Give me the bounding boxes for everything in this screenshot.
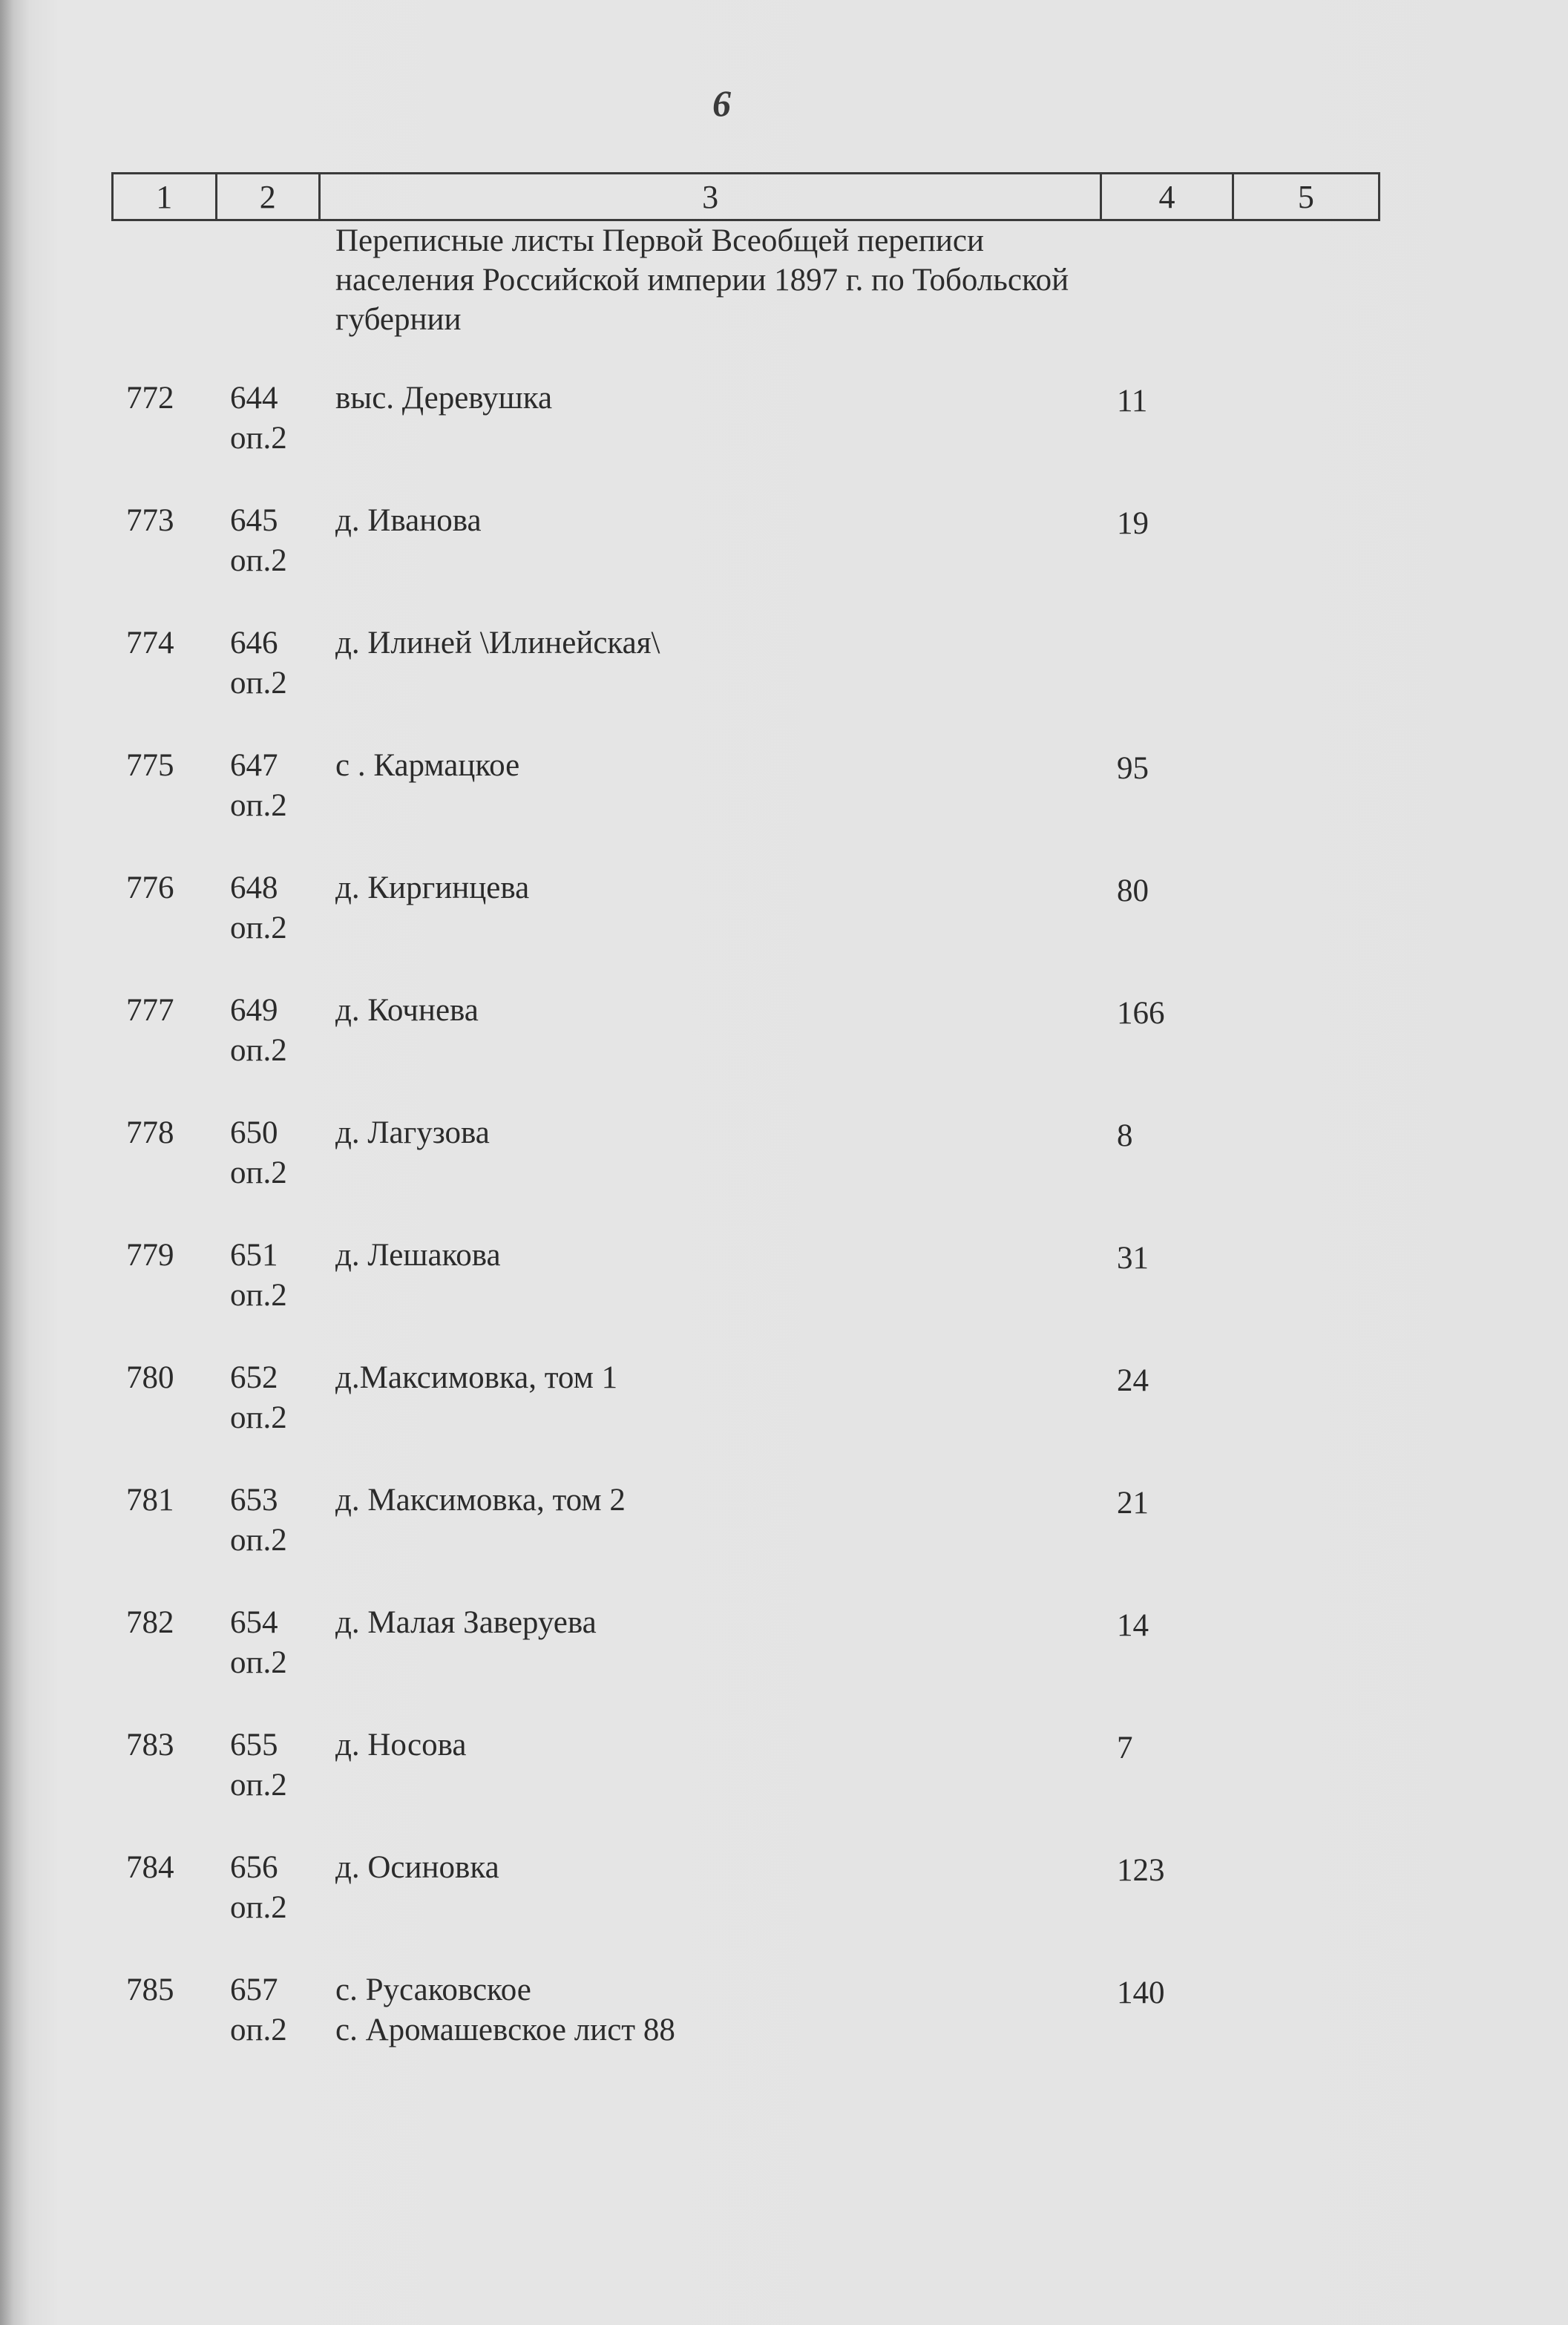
sheet-count: 31 <box>1117 1241 1149 1276</box>
inventory-number: оп.2 <box>230 666 287 701</box>
column-header-4: 4 <box>1102 174 1233 219</box>
table-row <box>0 991 1568 1080</box>
fund-number: 657 <box>230 1973 278 2007</box>
sheet-count: 166 <box>1117 996 1165 1031</box>
inventory-number: оп.2 <box>230 1155 287 1190</box>
fund-number: 652 <box>230 1360 278 1395</box>
row-number: 778 <box>126 1115 174 1150</box>
item-title: д. Киргинцева <box>335 870 530 905</box>
sheet-count: 19 <box>1117 506 1149 541</box>
inventory-number: оп.2 <box>230 543 287 578</box>
sheet-count: 21 <box>1117 1486 1149 1521</box>
item-title-continued: с. Аромашевское лист 88 <box>335 2013 675 2047</box>
row-number: 784 <box>126 1850 174 1885</box>
row-number: 782 <box>126 1605 174 1640</box>
sheet-count: 8 <box>1117 1118 1133 1153</box>
row-number: 772 <box>126 381 174 416</box>
sheet-count: 123 <box>1117 1853 1165 1888</box>
table-row <box>0 746 1568 835</box>
row-number: 779 <box>126 1238 174 1273</box>
item-title: д.Максимовка, том 1 <box>335 1360 618 1395</box>
table-row <box>0 501 1568 590</box>
fund-number: 649 <box>230 993 278 1028</box>
inventory-number: оп.2 <box>230 1523 287 1558</box>
table-row <box>0 1970 1568 2059</box>
item-title: д. Малая Заверуева <box>335 1605 597 1640</box>
row-number: 773 <box>126 503 174 538</box>
item-title: д. Лешакова <box>335 1238 501 1273</box>
row-number: 777 <box>126 993 174 1028</box>
inventory-number: оп.2 <box>230 421 287 456</box>
table-row <box>0 1358 1568 1447</box>
sheet-count: 95 <box>1117 751 1149 786</box>
page-number: 6 <box>712 82 731 124</box>
table-row <box>0 1603 1568 1692</box>
item-title: д. Лагузова <box>335 1115 490 1150</box>
item-title: д. Максимовка, том 2 <box>335 1483 626 1518</box>
table-row <box>0 1113 1568 1202</box>
table-row <box>0 623 1568 712</box>
column-header-1: 1 <box>114 174 217 219</box>
fund-number: 645 <box>230 503 278 538</box>
inventory-number: оп.2 <box>230 911 287 945</box>
sheet-count: 80 <box>1117 873 1149 908</box>
inventory-number: оп.2 <box>230 1768 287 1803</box>
sheet-count: 140 <box>1117 1975 1165 2010</box>
sheet-count: 7 <box>1117 1731 1133 1765</box>
fund-number: 648 <box>230 870 278 905</box>
inventory-number: оп.2 <box>230 788 287 823</box>
sheet-count: 24 <box>1117 1363 1149 1398</box>
row-number: 780 <box>126 1360 174 1395</box>
item-title: с . Кармацкое <box>335 748 520 783</box>
table-row <box>0 378 1568 468</box>
inventory-number: оп.2 <box>230 1033 287 1068</box>
table-row <box>0 1848 1568 1937</box>
column-header-row <box>111 172 1380 221</box>
item-title: выс. Деревушка <box>335 381 553 416</box>
row-number: 776 <box>126 870 174 905</box>
item-title: д. Илиней \Илинейская\ <box>335 626 660 660</box>
section-title: Переписные листы Первой Всеобщей переписи населения Российской империи 1897 г. по Тобольской губернии <box>335 223 1069 337</box>
fund-number: 653 <box>230 1483 278 1518</box>
fund-number: 646 <box>230 626 278 660</box>
column-header-2: 2 <box>217 174 321 219</box>
row-number: 785 <box>126 1973 174 2007</box>
row-number: 781 <box>126 1483 174 1518</box>
fund-number: 647 <box>230 748 278 783</box>
column-header-3: 3 <box>321 174 1102 219</box>
table-row <box>0 1236 1568 1325</box>
fund-number: 651 <box>230 1238 278 1273</box>
inventory-number: оп.2 <box>230 1278 287 1313</box>
fund-number: 644 <box>230 381 278 416</box>
row-number: 775 <box>126 748 174 783</box>
table-row <box>0 1725 1568 1814</box>
column-header-5: 5 <box>1297 178 1314 215</box>
fund-number: 654 <box>230 1605 278 1640</box>
table-row <box>0 1480 1568 1570</box>
item-title: д. Иванова <box>335 503 482 538</box>
inventory-number: оп.2 <box>230 1645 287 1680</box>
inventory-number: оп.2 <box>230 2013 287 2047</box>
inventory-number: оп.2 <box>230 1400 287 1435</box>
row-number: 774 <box>126 626 174 660</box>
item-title: д. Носова <box>335 1728 467 1762</box>
sheet-count: 14 <box>1117 1608 1149 1643</box>
sheet-count: 11 <box>1117 384 1148 419</box>
inventory-number: оп.2 <box>230 1890 287 1925</box>
fund-number: 650 <box>230 1115 278 1150</box>
fund-number: 656 <box>230 1850 278 1885</box>
row-number: 783 <box>126 1728 174 1762</box>
item-title: д. Кочнева <box>335 993 479 1028</box>
item-title: с. Русаковское <box>335 1973 531 2007</box>
item-title: д. Осиновка <box>335 1850 499 1885</box>
table-row <box>0 868 1568 957</box>
fund-number: 655 <box>230 1728 278 1762</box>
